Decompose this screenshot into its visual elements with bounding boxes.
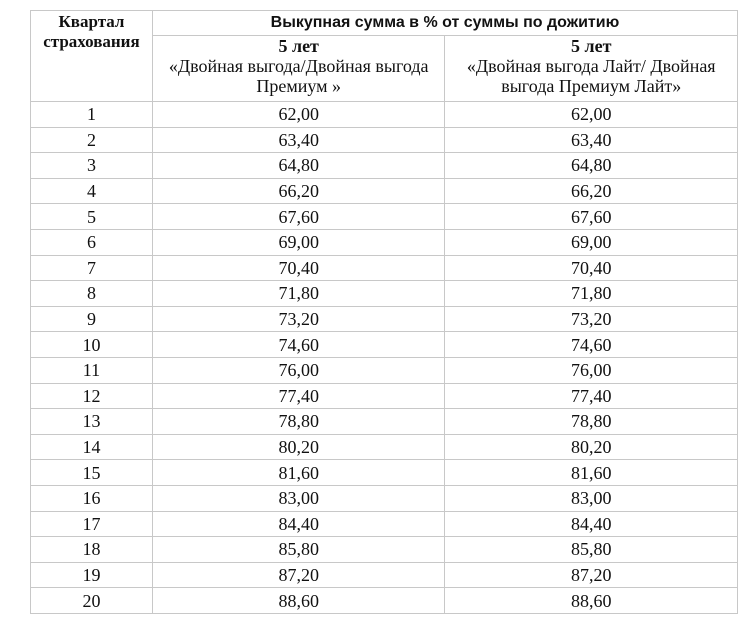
value-cell-2: 64,80 (445, 153, 738, 179)
table-row (31, 102, 738, 128)
table-row (31, 588, 738, 614)
value-cell-1: 85,80 (152, 537, 445, 563)
value-cell-1: 66,20 (152, 178, 445, 204)
value-cell-2: 87,20 (445, 562, 738, 588)
quarter-cell: 20 (31, 588, 153, 614)
table-row (31, 255, 738, 281)
surrender-value-table (30, 10, 738, 614)
quarter-cell: 18 (31, 537, 153, 563)
quarter-cell: 9 (31, 306, 153, 332)
table-row (31, 511, 738, 537)
value-cell-1: 69,00 (152, 229, 445, 255)
value-cell-1: 62,00 (152, 102, 445, 128)
value-cell-1: 74,60 (152, 332, 445, 358)
column-term: 5 лет (278, 36, 319, 56)
quarter-cell: 8 (31, 281, 153, 307)
quarter-cell: 14 (31, 434, 153, 460)
quarter-cell: 12 (31, 383, 153, 409)
value-cell-2: 62,00 (445, 102, 738, 128)
table-row (31, 332, 738, 358)
column-name: «Двойная выгода/Двойная выгода Премиум » (168, 56, 429, 96)
value-cell-2: 81,60 (445, 460, 738, 486)
value-cell-2: 83,00 (445, 485, 738, 511)
value-cell-1: 78,80 (152, 409, 445, 435)
table-row (31, 562, 738, 588)
table-row (31, 204, 738, 230)
quarter-cell: 13 (31, 409, 153, 435)
table-row (31, 460, 738, 486)
quarter-cell: 11 (31, 357, 153, 383)
value-cell-1: 84,40 (152, 511, 445, 537)
quarter-cell: 7 (31, 255, 153, 281)
quarter-cell: 4 (31, 178, 153, 204)
table-row (31, 127, 738, 153)
value-cell-2: 88,60 (445, 588, 738, 614)
value-cell-2: 71,80 (445, 281, 738, 307)
value-cell-2: 76,00 (445, 357, 738, 383)
table-row (31, 178, 738, 204)
quarter-cell: 16 (31, 485, 153, 511)
table-row (31, 383, 738, 409)
value-cell-1: 64,80 (152, 153, 445, 179)
value-cell-2: 67,60 (445, 204, 738, 230)
column-header-1 (152, 36, 445, 102)
value-cell-2: 77,40 (445, 383, 738, 409)
value-cell-1: 63,40 (152, 127, 445, 153)
value-cell-1: 73,20 (152, 306, 445, 332)
table-row (31, 229, 738, 255)
value-cell-2: 63,40 (445, 127, 738, 153)
value-cell-2: 84,40 (445, 511, 738, 537)
value-cell-2: 69,00 (445, 229, 738, 255)
column-term: 5 лет (571, 36, 612, 56)
value-cell-2: 80,20 (445, 434, 738, 460)
value-cell-2: 78,80 (445, 409, 738, 435)
table-row (31, 537, 738, 563)
quarter-cell: 15 (31, 460, 153, 486)
value-cell-1: 77,40 (152, 383, 445, 409)
value-cell-2: 66,20 (445, 178, 738, 204)
main-header: Выкупная сумма в % от суммы по дожитию (152, 11, 737, 36)
quarter-cell: 10 (31, 332, 153, 358)
table-row (31, 357, 738, 383)
value-cell-1: 80,20 (152, 434, 445, 460)
value-cell-1: 87,20 (152, 562, 445, 588)
value-cell-1: 67,60 (152, 204, 445, 230)
quarter-header: Квартал страхования (31, 11, 153, 102)
quarter-cell: 17 (31, 511, 153, 537)
table-row (31, 409, 738, 435)
quarter-cell: 6 (31, 229, 153, 255)
value-cell-2: 73,20 (445, 306, 738, 332)
value-cell-1: 81,60 (152, 460, 445, 486)
value-cell-1: 71,80 (152, 281, 445, 307)
value-cell-2: 70,40 (445, 255, 738, 281)
table-row (31, 485, 738, 511)
value-cell-1: 88,60 (152, 588, 445, 614)
quarter-cell: 19 (31, 562, 153, 588)
quarter-cell: 3 (31, 153, 153, 179)
column-header-2 (445, 36, 738, 102)
quarter-cell: 5 (31, 204, 153, 230)
value-cell-2: 74,60 (445, 332, 738, 358)
value-cell-1: 70,40 (152, 255, 445, 281)
quarter-cell: 2 (31, 127, 153, 153)
value-cell-2: 85,80 (445, 537, 738, 563)
value-cell-1: 76,00 (152, 357, 445, 383)
table-row (31, 306, 738, 332)
quarter-cell: 1 (31, 102, 153, 128)
table-row (31, 153, 738, 179)
value-cell-1: 83,00 (152, 485, 445, 511)
column-name: «Двойная выгода Лайт/ Двойная выгода Премиум Лайт» (466, 56, 716, 96)
table-row (31, 434, 738, 460)
table-row (31, 281, 738, 307)
